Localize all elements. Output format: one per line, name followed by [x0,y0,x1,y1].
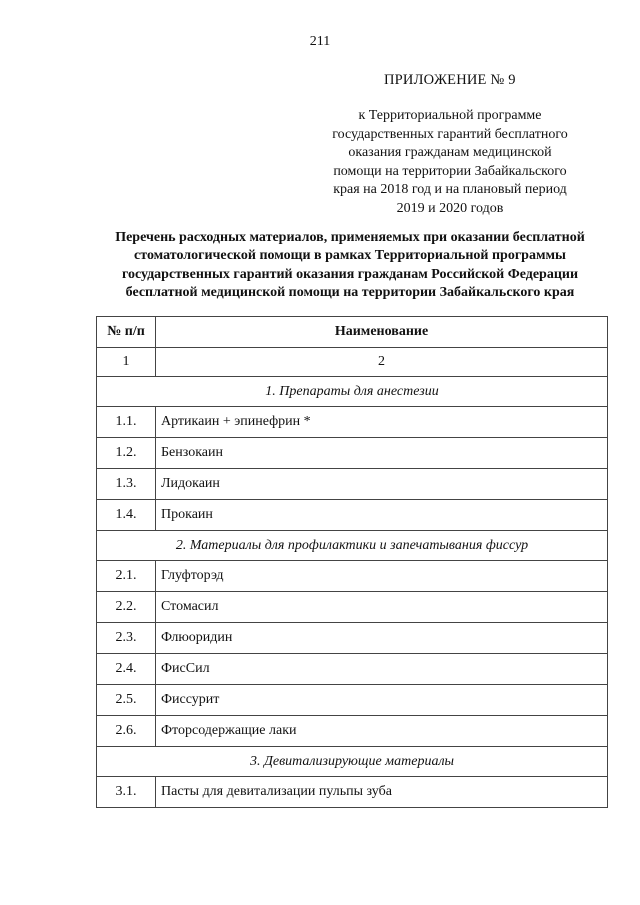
row-num: 1.1. [97,407,156,438]
row-name: Прокаин [156,500,608,531]
row-name: Фторсодержащие лаки [156,716,608,747]
row-name: Флюоридин [156,623,608,654]
appendix-line: к Территориальной программе [358,108,542,123]
appendix-line: 2019 и 2020 годов [396,200,504,216]
table-row [97,438,608,469]
table-row [97,685,608,716]
row-name: Глуфторэд [156,561,608,592]
row-num: 2.1. [97,561,156,592]
table-row [97,561,608,592]
row-num: 3.1. [97,777,156,808]
heading-line: Перечень расходных материалов, применяемых при оказании бесплатной [115,230,585,245]
section-row [97,377,608,407]
section-title: 3. Девитализирующие материалы [97,747,608,777]
row-name: Артикаин + эпинефрин * [156,407,608,438]
section-title: 2. Материалы для профилактики и запечатывания фиссур [97,531,608,561]
appendix-title: ПРИЛОЖЕНИЕ № 9 [384,72,516,88]
materials-table [96,316,608,808]
table-row [97,407,608,438]
table-row [97,777,608,808]
row-name: Пасты для девитализации пульпы зуба [156,777,608,808]
row-num: 1.3. [97,469,156,500]
row-num: 1.4. [97,500,156,531]
row-name: Фиссурит [156,685,608,716]
document-heading [90,229,610,303]
table-index-row [97,348,608,377]
table-row [97,623,608,654]
row-name: Бензокаин [156,438,608,469]
heading-line: стоматологической помощи в рамках Территориальной программы [134,248,566,264]
table-row [97,654,608,685]
appendix-line: государственных гарантий бесплатного [332,126,568,142]
table-row [97,592,608,623]
appendix-line: края на 2018 год и на плановый период [333,182,567,198]
appendix-subtitle [300,107,600,219]
index-name: 2 [156,348,608,377]
header-name: Наименование [156,317,608,348]
row-num: 2.4. [97,654,156,685]
row-num: 1.2. [97,438,156,469]
heading-line: государственных гарантий оказания гражданам Российской Федерации [121,266,579,282]
appendix-line: помощи на территории Забайкальского [333,163,567,179]
table-row [97,469,608,500]
row-num: 2.2. [97,592,156,623]
table-row [97,500,608,531]
table-header-row [97,317,608,348]
index-num: 1 [97,348,156,377]
row-num: 2.5. [97,685,156,716]
table-row [97,716,608,747]
page-number: 211 [309,34,331,49]
row-name: ФисСил [156,654,608,685]
section-row [97,747,608,777]
heading-line: бесплатной медицинской помощи на территории Забайкальского края [125,285,575,301]
appendix-line: оказания гражданам медицинской [348,145,552,161]
header-num: № п/п [97,317,156,348]
row-num: 2.6. [97,716,156,747]
section-row [97,531,608,561]
row-num: 2.3. [97,623,156,654]
row-name: Лидокаин [156,469,608,500]
section-title: 1. Препараты для анестезии [97,377,608,407]
row-name: Стомасил [156,592,608,623]
